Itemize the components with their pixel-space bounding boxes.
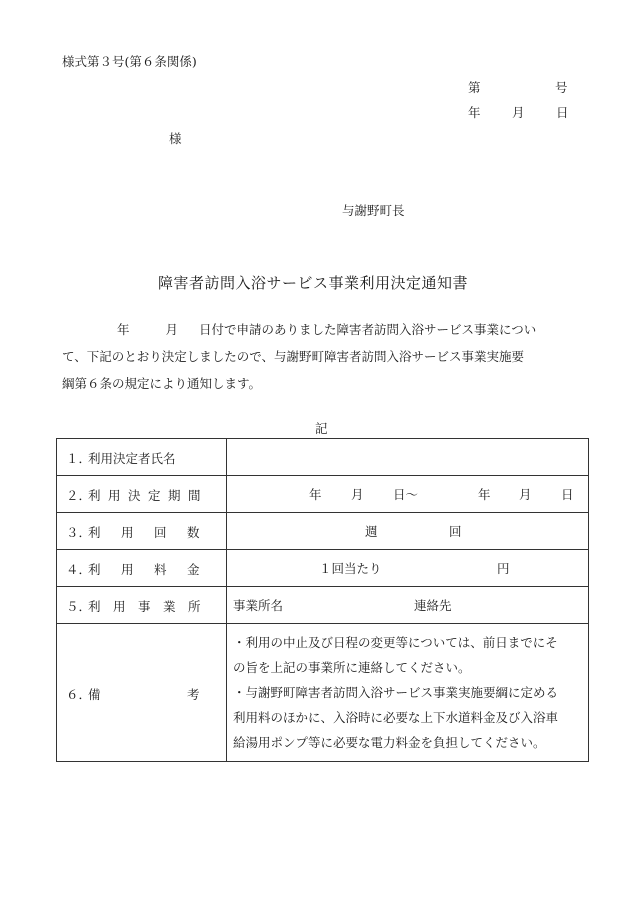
label-char: 事 [138,599,151,614]
value-remarks [227,624,589,762]
row-label: 利用決定者氏名 [88,451,176,466]
value-count [227,513,589,550]
doc-number-suffix: 号 [555,80,568,95]
remark-line: ・与謝野町障害者訪問入浴サービス事業実施要綱に定める [233,685,559,700]
ki-heading: 記 [315,421,328,436]
row-number: ４． [66,562,92,577]
value-period [227,476,589,513]
addressee-honorific: 様 [169,131,182,146]
label-recipient [57,439,227,476]
label-char: 期 [168,488,181,503]
body-paragraph [62,316,590,397]
yen-unit: 円 [497,561,510,576]
table-row-fee [57,550,589,587]
row-number: ２． [66,488,92,503]
issuer-name: 与謝野町長 [342,203,405,218]
table-row-recipient [57,439,589,476]
label-char: 用 [113,599,126,614]
label-char: 決 [128,488,141,503]
start-year: 年 [309,487,322,502]
row-number: ５． [66,599,92,614]
issue-date-year: 年 [468,105,481,120]
start-month: 月 [351,487,364,502]
body-month: 月 [165,322,179,337]
label-char: 数 [187,525,200,540]
value-fee [227,550,589,587]
label-char: 用 [121,525,134,540]
label-char: 所 [188,599,201,614]
form-number: 様式第３号(第６条関係) [62,54,197,69]
label-fee [57,550,227,587]
remark-line: 利用料のほかに、入浴時に必要な上下水道料金及び入浴車 [233,710,559,725]
label-char: 利 [88,525,101,540]
times-unit: 回 [449,524,462,539]
label-char: 利 [88,599,101,614]
value-recipient [227,439,589,476]
office-name-label: 事業所名 [233,598,284,613]
remark-line: の旨を上記の事業所に連絡してください。 [233,660,471,675]
document-title: 障害者訪問入浴サービス事業利用決定通知書 [158,274,469,292]
body-line-1-rest: 日付で申請のありました障害者訪問入浴サービス事業につい [199,322,537,337]
per-week: 週 [365,524,378,539]
decision-table [56,438,589,762]
end-month: 月 [519,487,532,502]
label-char: 業 [163,599,176,614]
label-char: 用 [121,562,134,577]
table-row-provider [57,587,589,624]
issue-date-month: 月 [512,105,525,120]
body-line-1 [62,316,590,343]
label-char: 考 [187,686,200,702]
label-provider [57,587,227,624]
start-day: 日～ [393,487,419,502]
table-row-count [57,513,589,550]
body-year: 年 [117,322,130,337]
body-line-3: 綱第６条の規定により通知します。 [62,376,262,391]
label-char: 利 [88,562,101,577]
label-char: 用 [108,488,121,503]
contact-label: 連絡先 [414,598,452,613]
body-line-2: て、下記のとおり決定しましたので、与謝野町障害者訪問入浴サービス事業実施要 [62,349,525,364]
row-number: ６． [66,686,92,702]
table-row-period [57,476,589,513]
label-remarks [57,624,227,762]
label-char: 金 [187,562,200,577]
label-char: 間 [188,488,201,503]
per-time: １回当たり [319,561,382,576]
label-char: 備 [88,686,101,702]
issue-date-day: 日 [556,105,569,120]
label-count [57,513,227,550]
end-year: 年 [478,487,491,502]
remark-line: ・利用の中止及び日程の変更等については、前日までにそ [233,635,558,650]
label-period [57,476,227,513]
table-row-remarks [57,624,589,762]
label-char: 回 [154,525,167,540]
row-number: １． [66,451,92,466]
label-char: 利 [88,488,101,503]
doc-number-prefix: 第 [468,80,481,95]
label-char: 定 [148,488,161,503]
label-char: 料 [154,562,167,577]
row-number: ３． [66,525,92,540]
value-provider [227,587,589,624]
remark-line: 給湯用ポンプ等に必要な電力料金を負担してください。 [233,735,546,750]
end-day: 日 [561,487,574,502]
